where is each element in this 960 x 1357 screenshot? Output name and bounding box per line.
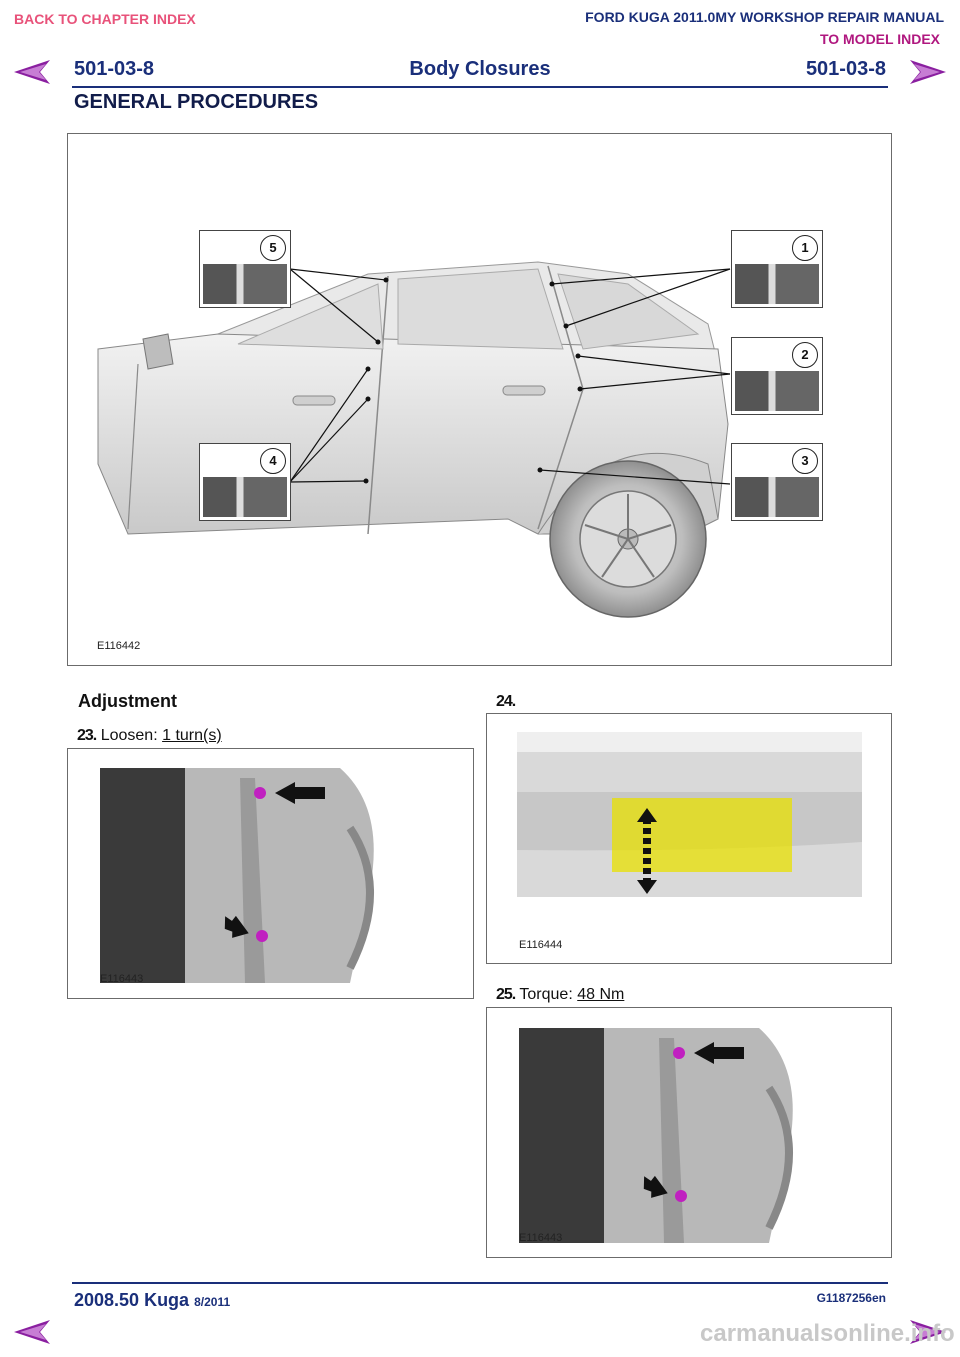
model-name: 2008.50 Kuga [74, 1290, 190, 1310]
step-25 [496, 986, 624, 1004]
door-edge-illustration [517, 732, 862, 897]
figure-step-24 [486, 713, 892, 964]
to-model-index-link[interactable]: TO MODEL INDEX [819, 31, 940, 47]
adjustment-heading: Adjustment [78, 691, 177, 711]
step-text: Loosen: [100, 727, 158, 744]
step-number: 24. [496, 693, 516, 710]
callout-number: 3 [792, 448, 818, 474]
header-rule [72, 86, 888, 88]
callout-number: 1 [792, 235, 818, 261]
step-23 [77, 727, 222, 745]
step-number: 25. [496, 986, 516, 1003]
footer-model [74, 1290, 230, 1311]
figure-code: E116443 [100, 973, 144, 985]
callout-number: 4 [260, 448, 286, 474]
detail-panel [735, 477, 819, 517]
callout-number: 5 [260, 235, 286, 261]
detail-panel [203, 477, 287, 517]
figure-code: E116443 [519, 1232, 563, 1244]
figure-step-25 [486, 1007, 892, 1258]
callout-3 [731, 443, 823, 521]
manual-title: FORD KUGA 2011.0MY WORKSHOP REPAIR MANUAL [585, 9, 944, 25]
detail-panel [735, 264, 819, 304]
loosen-value-link[interactable]: 1 turn(s) [162, 727, 222, 744]
previous-page-icon[interactable] [12, 1318, 52, 1346]
hinge-illustration [519, 1028, 804, 1243]
torque-value-link[interactable]: 48 Nm [577, 986, 625, 1003]
callout-1 [731, 230, 823, 308]
step-24 [496, 693, 515, 711]
subsection-title: GENERAL PROCEDURES [74, 91, 319, 113]
doc-code: G1187256en [816, 1291, 886, 1305]
figure-step-23 [67, 748, 474, 999]
model-date: 8/2011 [194, 1295, 231, 1309]
callout-number: 2 [792, 342, 818, 368]
watermark: carmanualsonline.info [700, 1320, 955, 1347]
callout-4 [199, 443, 291, 521]
callout-2 [731, 337, 823, 415]
page-code-left: 501-03-8 [74, 58, 155, 80]
detail-panel [735, 371, 819, 411]
page-code-right: 501-03-8 [805, 58, 886, 80]
back-to-chapter-link[interactable]: BACK TO CHAPTER INDEX [14, 11, 196, 27]
callout-5 [199, 230, 291, 308]
section-title: Body Closures [409, 58, 551, 80]
figure-code: E116444 [519, 939, 563, 951]
step-text: Torque: [519, 986, 573, 1003]
footer-rule [72, 1282, 888, 1284]
figure-code: E116442 [97, 640, 141, 652]
detail-panel [203, 264, 287, 304]
main-figure [67, 133, 892, 666]
step-number: 23. [77, 727, 97, 744]
hinge-illustration [100, 768, 380, 983]
